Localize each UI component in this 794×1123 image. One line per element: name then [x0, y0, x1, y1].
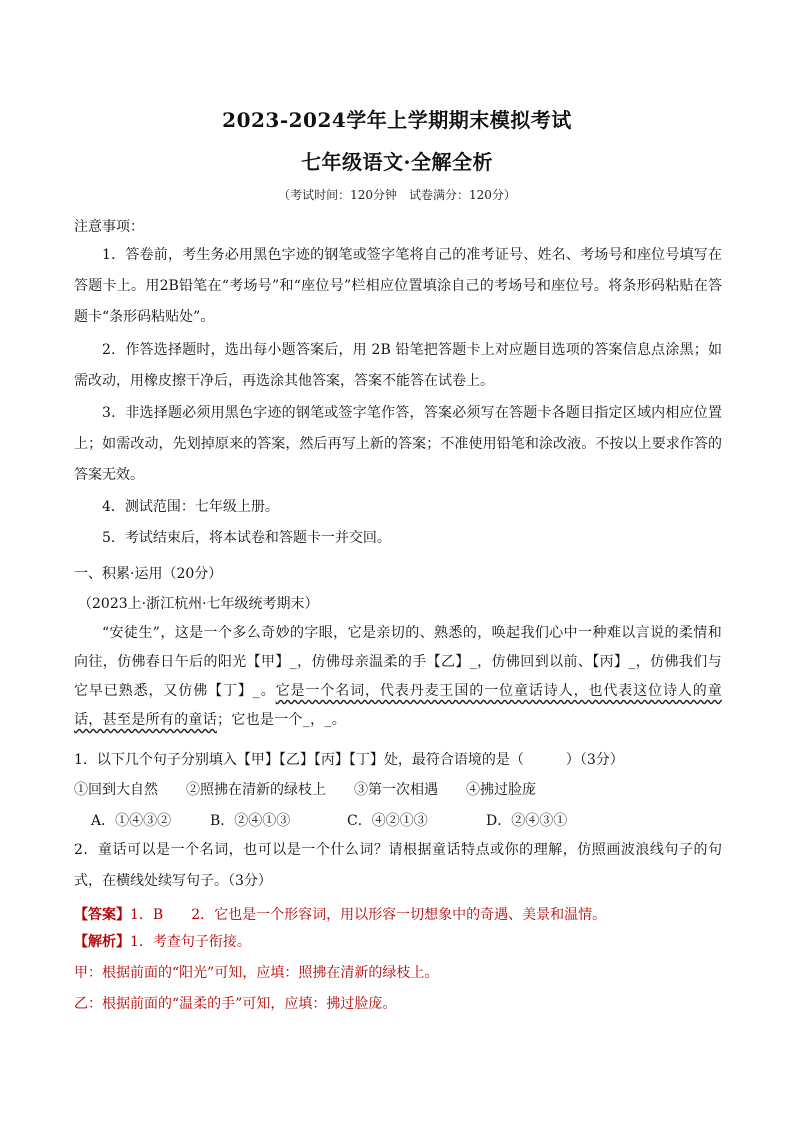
question-1-stem: 1．以下几个句子分别填入【甲】【乙】【丙】【丁】处，最符合语境的是（ ）（3分）	[74, 752, 624, 768]
exam-subtitle-heading: 七年级语文·全解全析	[301, 150, 493, 174]
choice-4: ④拂过脸庞	[466, 782, 536, 798]
notice-item-4: 4．测试范围：七年级上册。	[102, 499, 279, 515]
exam-time-info: （考试时间：120分钟 试卷满分：120分）	[278, 188, 516, 202]
explanation-block	[74, 927, 722, 1020]
question-1-choices	[0, 779, 794, 799]
explanation-line-3: 乙：根据前面的“温柔的手”可知，应填：拂过脸庞。	[74, 996, 397, 1012]
passage-text: “安徒生”，这是一个多么奇妙的字眼，它是亲切的、熟悉的，唤起我们心中一种难以言说的柔情和向往，仿佛春日午后的阳光【甲】_，仿佛母亲温柔的手【乙】_，仿佛回到以前、【丙】_，仿佛我们与它早已熟悉，又仿佛【丁】_。	[74, 625, 722, 699]
choice-3: ③第一次相遇	[354, 782, 438, 798]
notice-item-1: 1．答卷前，考生务必用黑色字迹的钢笔或签字笔将自己的准考证号、姓名、考场号和座位号填写在答题卡上。用2B铅笔在“考场号”和“座位号”栏相应位置填涂自己的考场号和座位号。将条形码粘贴在答题卡“条形码粘贴处”。	[74, 247, 722, 325]
notice-item-2: 2．作答选择题时，选出每小题答案后，用 2B 铅笔把答题卡上对应题目选项的答案信息点涂黑；如需改动，用橡皮擦干净后，再选涂其他答案，答案不能答在试卷上。	[74, 342, 722, 389]
answer-text: 1．B 2．它也是一个形容词，用以形容一切想象中的奇遇、美景和温情。	[130, 907, 607, 923]
passage-tail: ；它也是一个_，_。	[217, 712, 346, 728]
option-a: A．①④③②	[91, 813, 172, 829]
choice-2: ②照拂在清新的绿枝上	[186, 782, 326, 798]
option-c: C．④②①③	[347, 813, 428, 829]
explanation-line-2: 甲：根据前面的“阳光”可知，应填：照拂在清新的绿枝上。	[74, 965, 439, 981]
answer-line	[74, 904, 606, 924]
question-1-options	[0, 810, 794, 830]
option-d: D．②④③①	[486, 813, 568, 829]
option-b: B．②④①③	[210, 813, 291, 829]
question-source: （2023上·浙江杭州·七年级统考期末）	[78, 596, 319, 612]
passage-wavy-sentence: 它是一个名词，代表丹麦王国的一位童话诗人，也代表这位诗人的童话，甚至是所有的童话	[74, 683, 723, 728]
choice-1: ①回到大自然	[74, 782, 158, 798]
notice-item-3: 3．非选择题必须用黑色字迹的钢笔或签字笔作答，答案必须写在答题卡各题目指定区域内相应位置上；如需改动，先划掉原来的答案，然后再写上新的答案；不准使用铅笔和涂改液。不按以上要求作答的答案无效。	[74, 405, 722, 483]
exam-title: 2023-2024学年上学期期末模拟考试	[222, 108, 572, 132]
reading-passage	[74, 619, 722, 735]
question-2-stem: 2．童话可以是一个名词，也可以是一个什么词？请根据童话特点或你的理解，仿照画波浪线句子的句式，在横线处续写句子。（3分）	[74, 842, 722, 889]
explanation-tag: 【解析】	[74, 934, 130, 950]
notice-heading: 注意事项：	[74, 219, 144, 235]
section-heading: 一、积累·运用（20分）	[74, 566, 223, 582]
explanation-line-1: 【解析】1．考查句子衔接。	[74, 934, 251, 950]
answer-tag: 【答案】	[74, 907, 130, 923]
notice-item-5: 5．考试结束后，将本试卷和答题卡一并交回。	[102, 530, 391, 546]
